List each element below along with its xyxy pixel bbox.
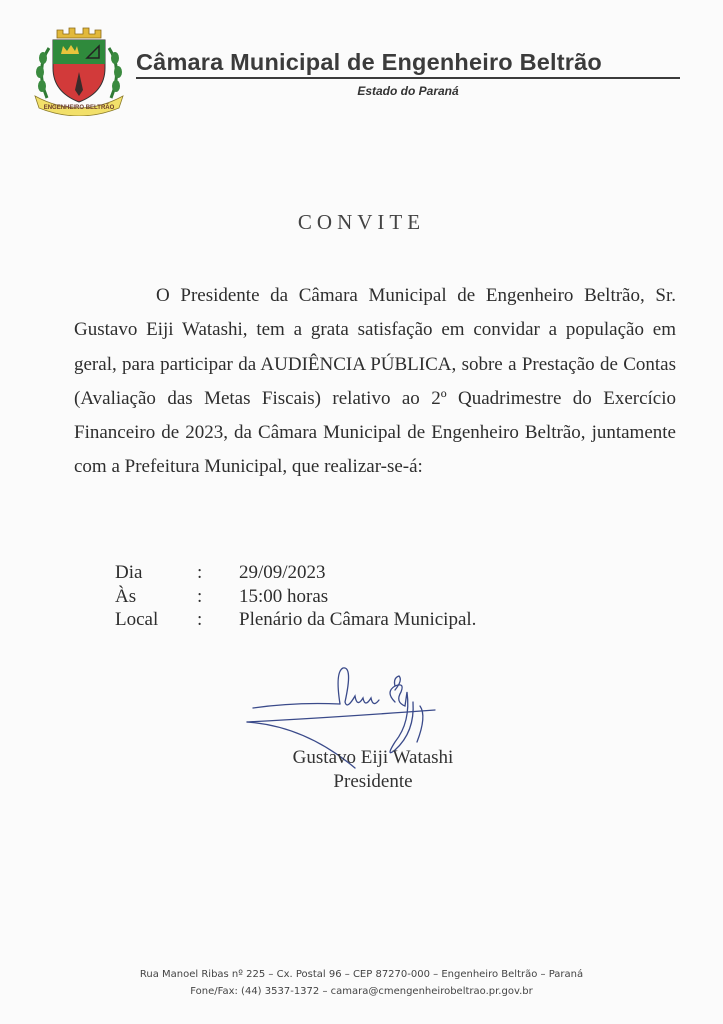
detail-separator: : bbox=[197, 609, 203, 630]
detail-value: 29/09/2023 bbox=[239, 562, 326, 583]
state-subtitle: Estado do Paraná bbox=[357, 84, 459, 98]
mural-crown-icon bbox=[57, 28, 101, 38]
detail-value: 15:00 horas bbox=[239, 585, 329, 607]
signer-role: Presidente bbox=[333, 771, 413, 792]
detail-label: Às bbox=[115, 585, 137, 607]
svg-text:ENGENHEIRO BELTRÃO: ENGENHEIRO BELTRÃO bbox=[43, 105, 115, 111]
detail-row-location bbox=[115, 608, 476, 632]
detail-row-date bbox=[115, 561, 476, 585]
event-details bbox=[115, 561, 476, 632]
laurel-right-icon bbox=[109, 48, 122, 98]
invitation-paragraph bbox=[74, 279, 676, 485]
laurel-left-icon bbox=[36, 48, 49, 98]
detail-value: Plenário da Câmara Municipal. bbox=[239, 609, 477, 630]
signature-block bbox=[240, 746, 506, 794]
detail-label: Dia bbox=[115, 562, 143, 583]
signer-name: Gustavo Eiji Watashi bbox=[292, 747, 454, 768]
paragraph-text: O Presidente da Câmara Municipal de Engenheiro Beltrão, Sr. Gustavo Eiji Watashi, tem a grata satisfação em convidar a população em geral, para participar da AUDIÊNCIA PÚBLICA, sobre a Prestação de Contas (Avaliação das Metas Fiscais) relativo ao 2º Quadrimestre do Exercício Financeiro de 2023, da Câmara Municipal de Engenheiro Beltrão, juntamente com a Prefeitura Municipal, que realizar-se-á: bbox=[74, 285, 676, 478]
institution-title: Câmara Municipal de Engenheiro Beltrão bbox=[136, 48, 680, 79]
footer-address: Rua Manoel Ribas nº 225 – Cx. Postal 96 – CEP 87270-000 – Engenheiro Beltrão – Paraná bbox=[139, 969, 584, 980]
detail-label: Local bbox=[115, 609, 159, 630]
detail-row-time bbox=[115, 585, 476, 609]
footer-contact: Fone/Fax: (44) 3537-1372 – camara@cmengenheirobeltrao.pr.gov.br bbox=[190, 986, 533, 997]
footer bbox=[0, 966, 723, 1000]
detail-separator: : bbox=[197, 585, 203, 607]
detail-separator: : bbox=[197, 562, 203, 583]
coat-of-arms-logo bbox=[27, 24, 131, 116]
document-heading: CONVITE bbox=[297, 210, 426, 234]
